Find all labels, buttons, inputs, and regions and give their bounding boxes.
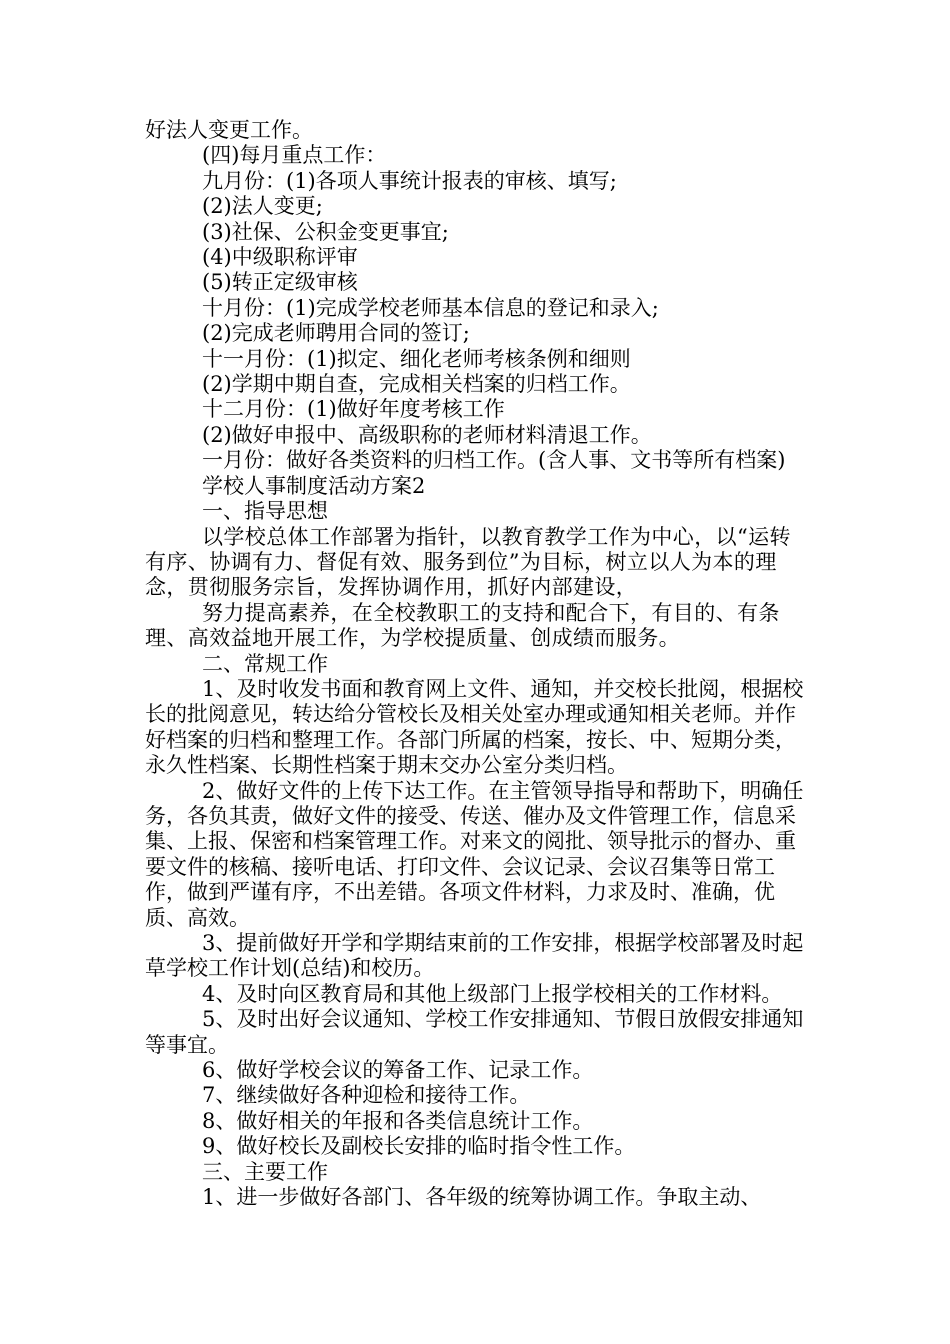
paragraph: 3、提前做好开学和学期结束前的工作安排，根据学校部署及时起草学校工作计划(总结)和校历。 (145, 931, 804, 981)
section-heading-guiding-ideology: 一、指导思想 (202, 499, 328, 524)
paragraph: 以学校总体工作部署为指针，以教育教学工作为中心，以“运转有序、协调有力、督促有效、服务到位”为目标，树立以人为本的理念，贯彻服务宗旨，发挥协调作用，抓好内部建设， (145, 524, 791, 600)
list-item: (2)法人变更; (202, 194, 323, 219)
paragraph: 1、及时收发书面和教育网上文件、通知，并交校长批阅，根据校长的批阅意见，转达给分管校长及相关处室办理或通知相关老师。并作好档案的归档和整理工作。各部门所属的档案，按长、中、短期分类，永久性档案、长期性档案于期末交办公室分类归档。 (145, 676, 804, 778)
paragraph: 4、及时向区教育局和其他上级部门上报学校相关的工作材料。 (202, 981, 783, 1006)
paragraph-continuation: 好法人变更工作。 (145, 118, 313, 142)
paragraph: 努力提高素养，在全校教职工的支持和配合下，有目的、有条理、高效益地开展工作，为学校提质量、创成绩而服务。 (145, 600, 780, 651)
list-item: (3)社保、公积金变更事宜; (202, 219, 449, 244)
list-item: (2)学期中期自查，完成相关档案的归档工作。 (202, 372, 631, 397)
paragraph: 6、做好学校会议的筹备工作、记录工作。 (202, 1058, 594, 1083)
list-item: (2)完成老师聘用合同的签订; (202, 321, 470, 346)
section-heading-routine-work: 二、常规工作 (202, 651, 328, 676)
document-page (145, 118, 805, 1210)
paragraph: 5、及时出好会议通知、学校工作安排通知、节假日放假安排通知等事宜。 (145, 1007, 804, 1057)
list-item-january: 一月份：做好各类资料的归档工作。(含人事、文书等所有档案) (202, 448, 786, 473)
paragraph: 2、做好文件的上传下达工作。在主管领导指导和帮助下，明确任务，各负其责，做好文件的接受、传送、催办及文件管理工作，信息采集、上报、保密和档案管理工作。对来文的阅批、领导批示的督办、重要文件的核稿、接听电话、打印文件、会议记录、会议召集等日常工作，做到严谨有序，不出差错。各项文件材料，力求及时、准确，优质、高效。 (145, 778, 804, 930)
document-title: 学校人事制度活动方案2 (202, 473, 426, 498)
section-heading-main-work: 三、主要工作 (202, 1159, 328, 1184)
paragraph: 1、进一步做好各部门、各年级的统筹协调工作。争取主动、 (202, 1185, 762, 1210)
list-item-november: 十一月份：(1)拟定、细化老师考核条例和细则 (202, 346, 631, 371)
paragraph: 9、做好校长及副校长安排的临时指令性工作。 (202, 1134, 636, 1159)
list-item: (5)转正定级审核 (202, 270, 358, 295)
list-item-september: 九月份：(1)各项人事统计报表的审核、填写; (202, 168, 617, 193)
paragraph: 8、做好相关的年报和各类信息统计工作。 (202, 1108, 594, 1133)
list-item-october: 十月份：(1)完成学校老师基本信息的登记和录入; (202, 295, 659, 320)
list-item: (4)中级职称评审 (202, 245, 358, 270)
paragraph: 7、继续做好各种迎检和接待工作。 (202, 1083, 531, 1108)
section-heading-monthly-work: (四)每月重点工作： (202, 143, 387, 168)
list-item: (2)做好申报中、高级职称的老师材料清退工作。 (202, 422, 652, 447)
list-item-december: 十二月份：(1)做好年度考核工作 (202, 397, 505, 422)
